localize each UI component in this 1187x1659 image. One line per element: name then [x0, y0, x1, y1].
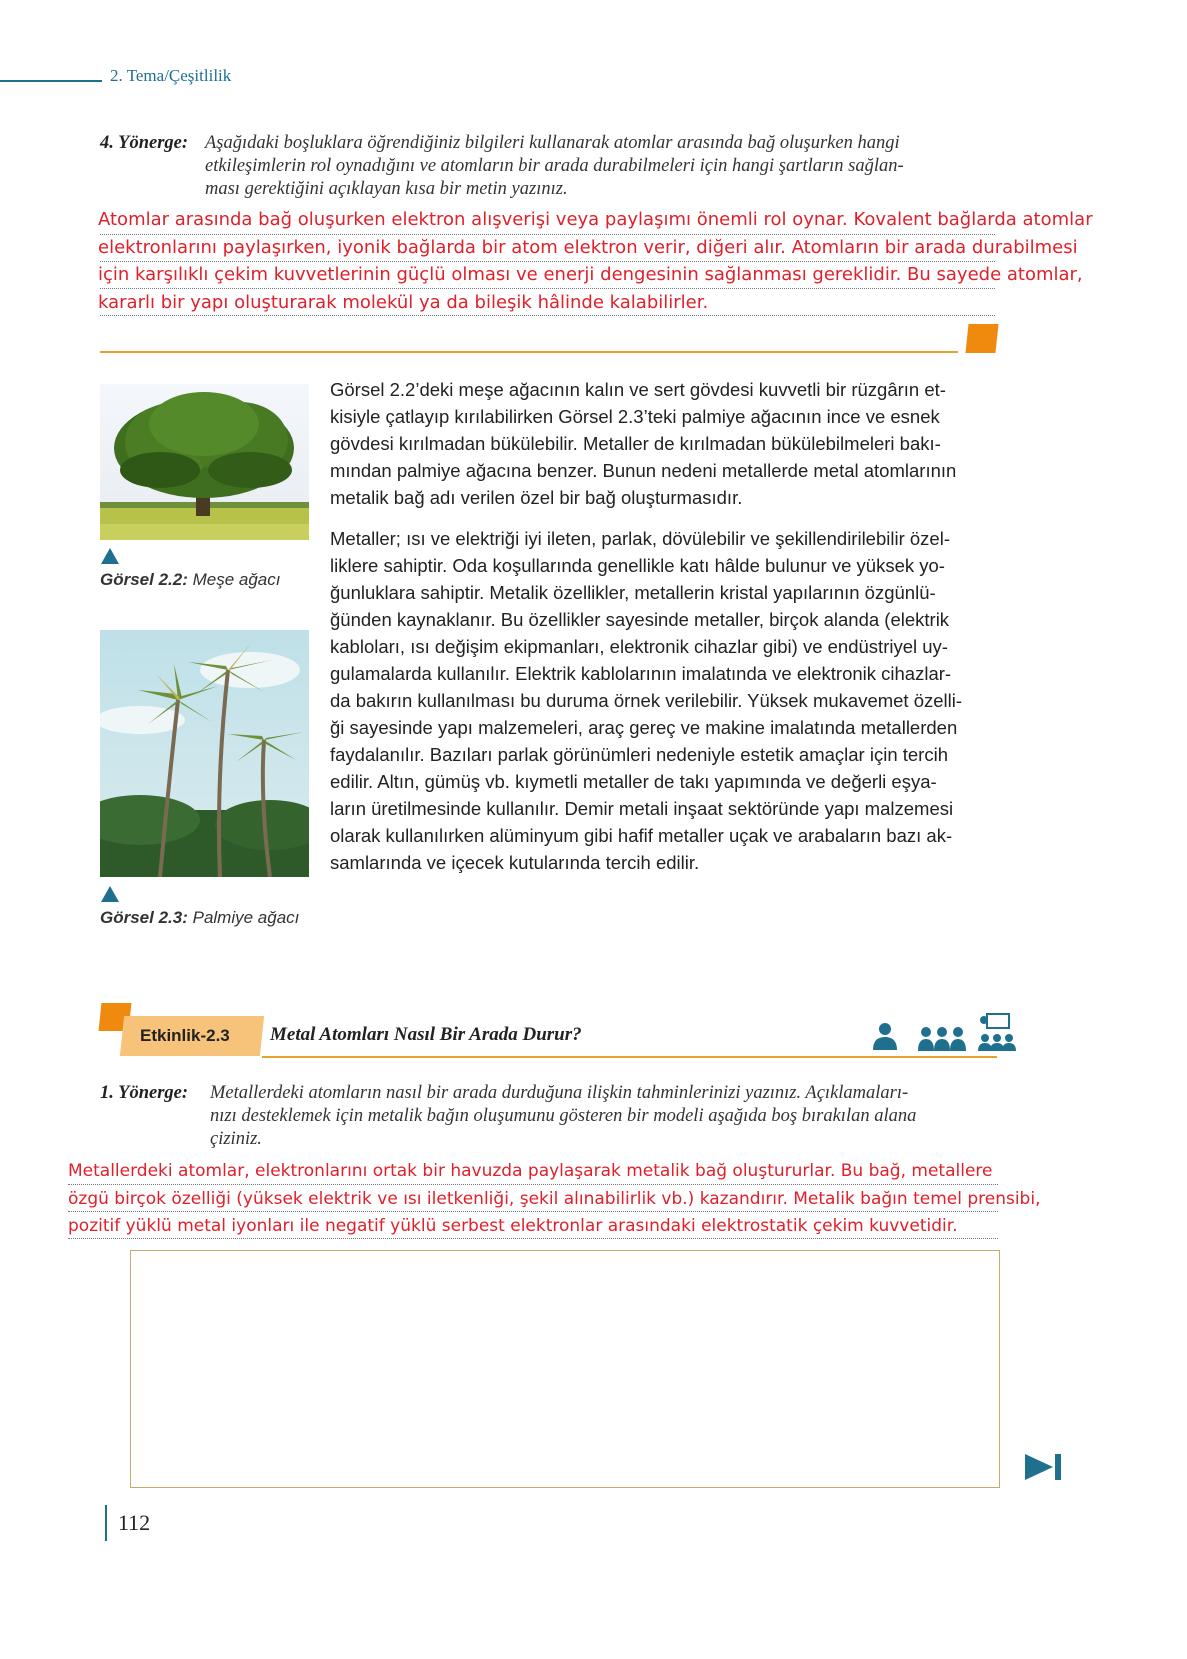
answer-line: özgü birçok özelliği (yüksek elektrik ve ısı iletkenliği, şekil alınabilirlik vb.) kazandırır. Metalik bağın temel prensibi,: [68, 1188, 1041, 1209]
text-line: gövdesi kırılmadan bükülebilir. Metaller de kırılmadan bükülebilmeleri bakı-: [330, 433, 941, 454]
instruction-line: çiziniz.: [210, 1129, 262, 1149]
text-line: Metaller; ısı ve elektriği iyi ileten, parlak, dövülebilir ve şekillendirilebilir özel-: [330, 528, 950, 549]
text-line: olarak kullanılırken alüminyum gibi hafif metaller uçak ve arabaların bazı ak-: [330, 825, 953, 846]
instruction-line: etkileşimlerin rol oynadığını ve atomların bir arada durabilmeleri için hangi şartların sağlan-: [205, 156, 904, 176]
activity-rule: [262, 1056, 997, 1058]
paragraph-1: [330, 376, 1000, 511]
instruction-1: [100, 1082, 1000, 1151]
page-number: 112: [118, 1510, 151, 1535]
text-line: mından palmiye ağacına benzer. Bunun nedeni metallerde metal atomlarının: [330, 460, 957, 481]
text-line: metalik bağ adı verilen özel bir bağ oluşturmasıdır.: [330, 487, 743, 508]
header-title: 2. Tema/Çeşitlilik: [110, 66, 232, 85]
text-line: liklere sahiptir. Oda koşullarında genellikle katı hâlde bulunur ve yüksek yo-: [330, 555, 945, 576]
text-line: Görsel 2.2’deki meşe ağacının kalın ve sert gövdesi kuvvetli bir rüzgârın et-: [330, 379, 946, 400]
answer-line: Metallerdeki atomlar, elektronlarını ortak bir havuzda paylaşarak metalik bağ oluştururlar. Bu bağ, metallere: [68, 1161, 993, 1181]
section-marker: [965, 324, 998, 353]
text-line: ğunluklara sahiptir. Metalik özellikler, metallerin kristal yapılarının özgünlü-: [330, 582, 936, 603]
caption-triangle-icon: [101, 886, 119, 902]
instruction-line: Aşağıdaki boşluklara öğrendiğiniz bilgileri kullanarak atomlar arasında bağ oluşurken hangi: [205, 133, 900, 153]
instruction-line: Metallerdeki atomların nasıl bir arada durduğuna ilişkin tahminlerinizi yazınız. Açıklamaları-: [210, 1083, 909, 1103]
answer-line: için karşılıklı çekim kuvvetlerinin güçlü olması ve enerji dengesinin sağlanması gereklidir. Bu sayede atomlar,: [98, 264, 1083, 285]
text-line: kisiyle çatlayıp kırılabilirken Görsel 2.3’teki palmiye ağacının ince ve esnek: [330, 406, 940, 427]
footer-bar: [105, 1505, 107, 1541]
section-rule: [100, 351, 958, 353]
text-line: ğünden kaynaklanır. Bu özellikler sayesinde metaller, birçok alanda (elektrik: [330, 609, 950, 630]
answer-line: kararlı bir yapı oluşturarak molekül ya da bileşik hâlinde kalabilirler.: [98, 291, 709, 313]
text-line: ği sayesinde yapı malzemeleri, araç gereç ve makine imalatında metallerden: [330, 717, 958, 738]
header-rule: [0, 80, 102, 82]
figure-label: Görsel 2.2:: [100, 570, 188, 589]
caption-triangle-icon: [101, 548, 119, 564]
instruction-line: nızı desteklemek için metalik bağın oluşumunu gösteren bir modeli aşağıda boş bırakılan alana: [210, 1106, 917, 1126]
oak-tree-image: [100, 384, 309, 540]
next-page-icon[interactable]: [1025, 1452, 1063, 1482]
text-line: kabloları, ısı değişim ekipmanları, elektronik cihazlar gibi) ve endüstriyel uy-: [330, 636, 948, 657]
text-line: gulamalarda kullanılır. Elektrik kablolarının imalatında ve elektronik cihazlar-: [330, 663, 952, 684]
text-line: faydalanılır. Bazıları parlak görünümleri nedeniyle estetik amaçlar için tercih: [330, 744, 948, 765]
answer-line: pozitif yüklü metal iyonları ile negatif yüklü serbest elektronlar arasındaki elektrostatik çekim kuvvetidir.: [68, 1216, 958, 1236]
paragraph-2: [330, 525, 1000, 876]
instruction-1-label: 1. Yönerge:: [100, 1083, 189, 1103]
activity-badge: [120, 1016, 264, 1056]
body-text: [330, 376, 1000, 886]
instruction-4-text: [205, 132, 904, 201]
answer-line: Atomlar arasında bağ oluşurken elektron alışverişi veya paylaşımı önemli rol oynar. Kovalent bağlarda atomlar: [98, 209, 1093, 230]
individual-icon: [870, 1020, 900, 1052]
text-line: samlarında ve içecek kutularında tercih edilir.: [330, 852, 700, 873]
figure-label: Görsel 2.3:: [100, 908, 188, 927]
answer-line: elektronlarını paylaşırken, iyonik bağlarda bir atom elektron verir, diğeri alır. Atomların bir arada durabilmesi: [98, 236, 1078, 258]
text-line: edilir. Altın, gümüş vb. kıymetli metaller de takı yapımında ve değerli eşya-: [330, 771, 937, 792]
instruction-4: [100, 132, 1000, 201]
instruction-1-text: [210, 1082, 916, 1151]
instruction-line: ması gerektiğini açıklayan kısa bir metin yazınız.: [205, 179, 568, 199]
figure-caption-oak: [100, 570, 281, 590]
palm-tree-image: [100, 630, 309, 877]
figure-caption-palm: [100, 908, 299, 928]
answer-text-2: [68, 1158, 1040, 1241]
activity-title: Metal Atomları Nasıl Bir Arada Durur?: [270, 1024, 582, 1045]
figure-caption-text: Meşe ağacı: [192, 570, 281, 589]
answer-text-1: [98, 206, 1093, 316]
figure-caption-text: Palmiye ağacı: [192, 908, 300, 927]
instruction-4-label: 4. Yönerge:: [100, 133, 189, 153]
classroom-icon: [977, 1012, 1017, 1052]
text-line: ların üretilmesinde kullanılır. Demir metali inşaat sektöründe yapı malzemesi: [330, 798, 954, 819]
text-line: da bakırın kullanılması bu duruma örnek verilebilir. Yüksek mukavemet özelli-: [330, 690, 963, 711]
group-icon: [917, 1024, 967, 1052]
drawing-area[interactable]: [130, 1250, 1000, 1488]
activity-badge-label: Etkinlik-2.3: [140, 1026, 230, 1045]
